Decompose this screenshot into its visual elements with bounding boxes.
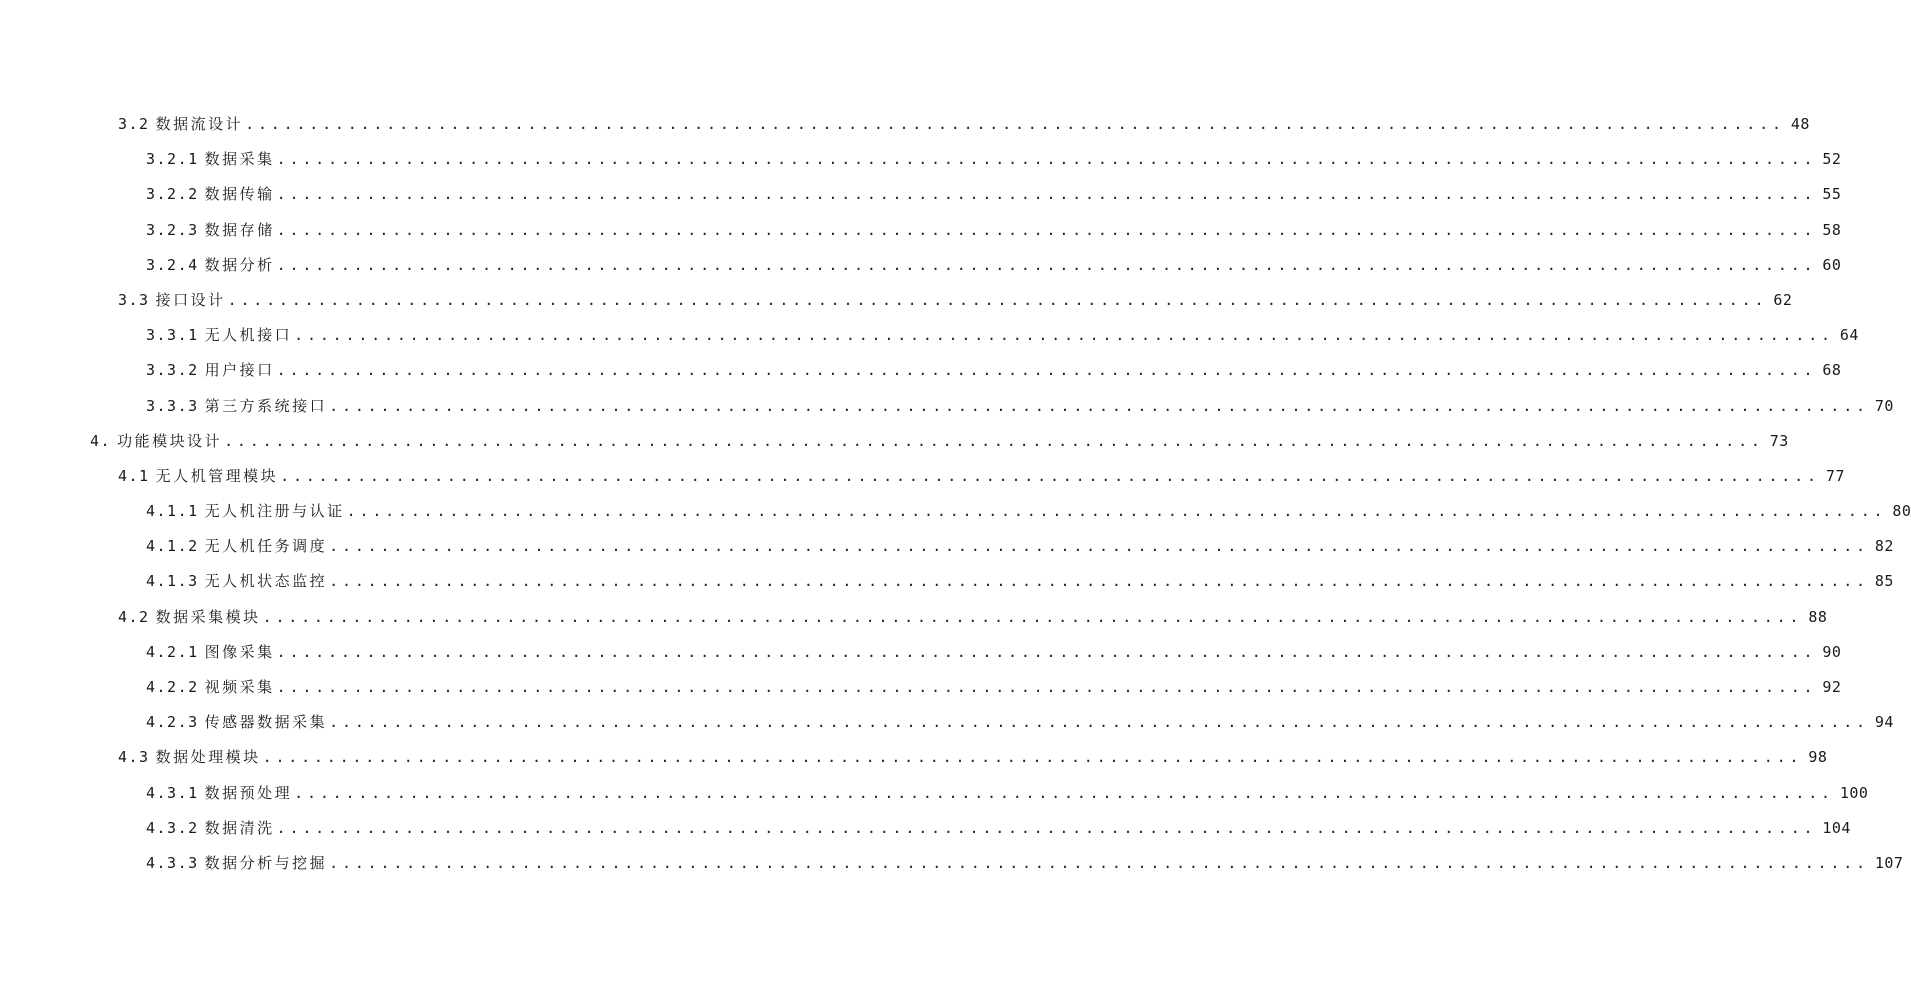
toc-entry-page-number: 55 — [1822, 185, 1842, 204]
toc-entry-title: 数据采集 — [204, 150, 275, 169]
toc-entry-page-number: 107 — [1874, 853, 1904, 872]
toc-entry-page-number: 82 — [1874, 537, 1894, 556]
toc-entry-number: 3.3.2 — [146, 361, 199, 380]
toc-dot-leader: ........................................................................................................................ — [276, 818, 1817, 837]
toc-entry-title: 功能模块设计 — [117, 431, 223, 450]
toc-entry-title: 数据清洗 — [204, 818, 275, 837]
toc-entry-number: 4.1.2 — [146, 537, 199, 556]
toc-entry-title: 数据存储 — [204, 220, 275, 239]
toc-entry-number: 3.3 — [118, 290, 150, 309]
toc-dot-leader: ........................................................................................................................ — [329, 537, 1869, 556]
toc-dot-leader: ........................................................................................................................ — [294, 326, 1834, 345]
toc-dot-leader: ........................................................................................................................ — [276, 361, 1817, 380]
toc-entry-title: 无人机注册与认证 — [204, 502, 345, 521]
toc-entry-page-number: 60 — [1822, 255, 1842, 274]
toc-entry[interactable] — [0, 318, 1859, 353]
toc-entry[interactable] — [0, 670, 1842, 705]
toc-entry-number: 3.3.3 — [146, 396, 199, 415]
toc-entry-page-number: 85 — [1874, 572, 1894, 591]
toc-entry[interactable] — [0, 705, 1894, 740]
toc-entry-number: 4. — [90, 431, 112, 450]
toc-entry[interactable] — [0, 564, 1894, 599]
toc-entry-title: 无人机任务调度 — [204, 537, 328, 556]
toc-entry-title: 数据采集模块 — [155, 607, 261, 626]
toc-entry-title: 传感器数据采集 — [204, 713, 328, 732]
toc-entry[interactable] — [0, 776, 1869, 811]
toc-entry-title: 数据分析 — [204, 255, 275, 274]
toc-entry-title: 无人机接口 — [204, 326, 293, 345]
toc-dot-leader: ........................................................................................................................ — [276, 220, 1817, 239]
toc-dot-leader: ........................................................................................................................ — [245, 115, 1785, 133]
toc-entry-page-number: 58 — [1822, 220, 1842, 239]
toc-entry-title: 数据预处理 — [204, 783, 293, 802]
toc-entry-number: 3.3.1 — [146, 326, 199, 345]
toc-dot-leader: ........................................................................................................................ — [329, 853, 1869, 872]
toc-entry-title: 数据处理模块 — [155, 748, 261, 767]
toc-entry-number: 3.2.4 — [146, 255, 199, 274]
toc-entry-number: 4.2 — [118, 607, 150, 626]
toc-entry-title: 第三方系统接口 — [204, 396, 328, 415]
toc-entry-title: 数据传输 — [204, 185, 275, 204]
toc-entry-title: 无人机状态监控 — [204, 572, 328, 591]
toc-dot-leader: ........................................................................................................................ — [329, 713, 1869, 732]
toc-entry-number: 4.1.3 — [146, 572, 199, 591]
toc-entry-page-number: 80 — [1892, 502, 1911, 521]
toc-dot-leader: ........................................................................................................................ — [227, 290, 1768, 309]
toc-dot-leader: ........................................................................................................................ — [276, 185, 1817, 204]
toc-dot-leader: ........................................................................................................................ — [262, 607, 1803, 626]
toc-dot-leader: ........................................................................................................................ — [276, 150, 1817, 169]
toc-entry-number: 4.3.1 — [146, 783, 199, 802]
toc-entry-page-number: 73 — [1769, 431, 1789, 450]
toc-entry-number: 4.3.3 — [146, 853, 199, 872]
toc-entry-number: 4.2.1 — [146, 642, 199, 661]
toc-entry-title: 用户接口 — [204, 361, 275, 380]
toc-entry-page-number: 92 — [1822, 678, 1842, 696]
toc-entry[interactable] — [0, 107, 1810, 142]
toc-entry-number: 3.2.3 — [146, 220, 199, 239]
toc-entry-title: 数据分析与挖掘 — [204, 853, 328, 872]
toc-dot-leader: ........................................................................................................................ — [276, 255, 1817, 274]
toc-entry[interactable] — [0, 740, 1828, 775]
toc-dot-leader: ........................................................................................................................ — [329, 396, 1869, 415]
toc-entry[interactable] — [0, 353, 1842, 388]
toc-entry[interactable] — [0, 389, 1894, 424]
toc-entry-number: 4.1 — [118, 466, 150, 485]
toc-entry[interactable] — [0, 494, 1911, 529]
toc-entry-title: 接口设计 — [155, 290, 226, 309]
toc-entry-number: 4.2.3 — [146, 713, 199, 732]
toc-entry-page-number: 48 — [1790, 115, 1810, 133]
toc-dot-leader: ........................................................................................................................ — [294, 783, 1834, 802]
toc-entry[interactable] — [0, 846, 1904, 881]
toc-entry[interactable] — [0, 811, 1851, 846]
toc-entry-page-number: 100 — [1839, 783, 1869, 802]
toc-entry-number: 3.2 — [118, 115, 150, 133]
toc-dot-leader: ........................................................................................................................ — [276, 678, 1817, 696]
toc-entry-number: 3.2.1 — [146, 150, 199, 169]
toc-entry-number: 4.1.1 — [146, 502, 199, 521]
toc-entry-title: 图像采集 — [204, 642, 275, 661]
toc-entry[interactable] — [0, 635, 1842, 670]
toc-dot-leader: ........................................................................................................................ — [280, 466, 1820, 485]
toc-dot-leader: ........................................................................................................................ — [346, 502, 1887, 521]
toc-entry-number: 4.3.2 — [146, 818, 199, 837]
toc-entry-page-number: 52 — [1822, 150, 1842, 169]
toc-dot-leader: ........................................................................................................................ — [276, 642, 1817, 661]
toc-entry-number: 4.2.2 — [146, 678, 199, 696]
toc-entry[interactable] — [0, 142, 1842, 177]
toc-entry[interactable] — [0, 459, 1845, 494]
toc-dot-leader: ........................................................................................................................ — [329, 572, 1869, 591]
toc-entry[interactable] — [0, 529, 1894, 564]
toc-entry[interactable] — [0, 248, 1842, 283]
toc-entry-number: 4.3 — [118, 748, 150, 767]
toc-entry-page-number: 88 — [1808, 607, 1828, 626]
toc-entry-page-number: 90 — [1822, 642, 1842, 661]
toc-entry-title: 数据流设计 — [155, 115, 244, 133]
toc-entry-page-number: 104 — [1822, 818, 1851, 837]
table-of-contents — [0, 107, 1911, 881]
toc-entry[interactable] — [0, 283, 1793, 318]
toc-entry-page-number: 98 — [1808, 748, 1828, 767]
toc-entry-page-number: 64 — [1839, 326, 1859, 345]
toc-entry[interactable] — [0, 424, 1789, 459]
toc-entry-page-number: 94 — [1874, 713, 1894, 732]
toc-entry-page-number: 62 — [1773, 290, 1793, 309]
toc-entry-page-number: 70 — [1874, 396, 1894, 415]
toc-entry-number: 3.2.2 — [146, 185, 199, 204]
toc-entry[interactable] — [0, 600, 1828, 635]
toc-dot-leader: ........................................................................................................................ — [262, 748, 1803, 767]
toc-entry[interactable] — [0, 213, 1842, 248]
toc-entry-page-number: 77 — [1825, 466, 1845, 485]
toc-entry-title: 视频采集 — [204, 678, 275, 696]
toc-entry[interactable] — [0, 177, 1842, 212]
toc-entry-title: 无人机管理模块 — [155, 466, 279, 485]
toc-dot-leader: ........................................................................................................................ — [224, 431, 1764, 450]
toc-entry-page-number: 68 — [1822, 361, 1842, 380]
